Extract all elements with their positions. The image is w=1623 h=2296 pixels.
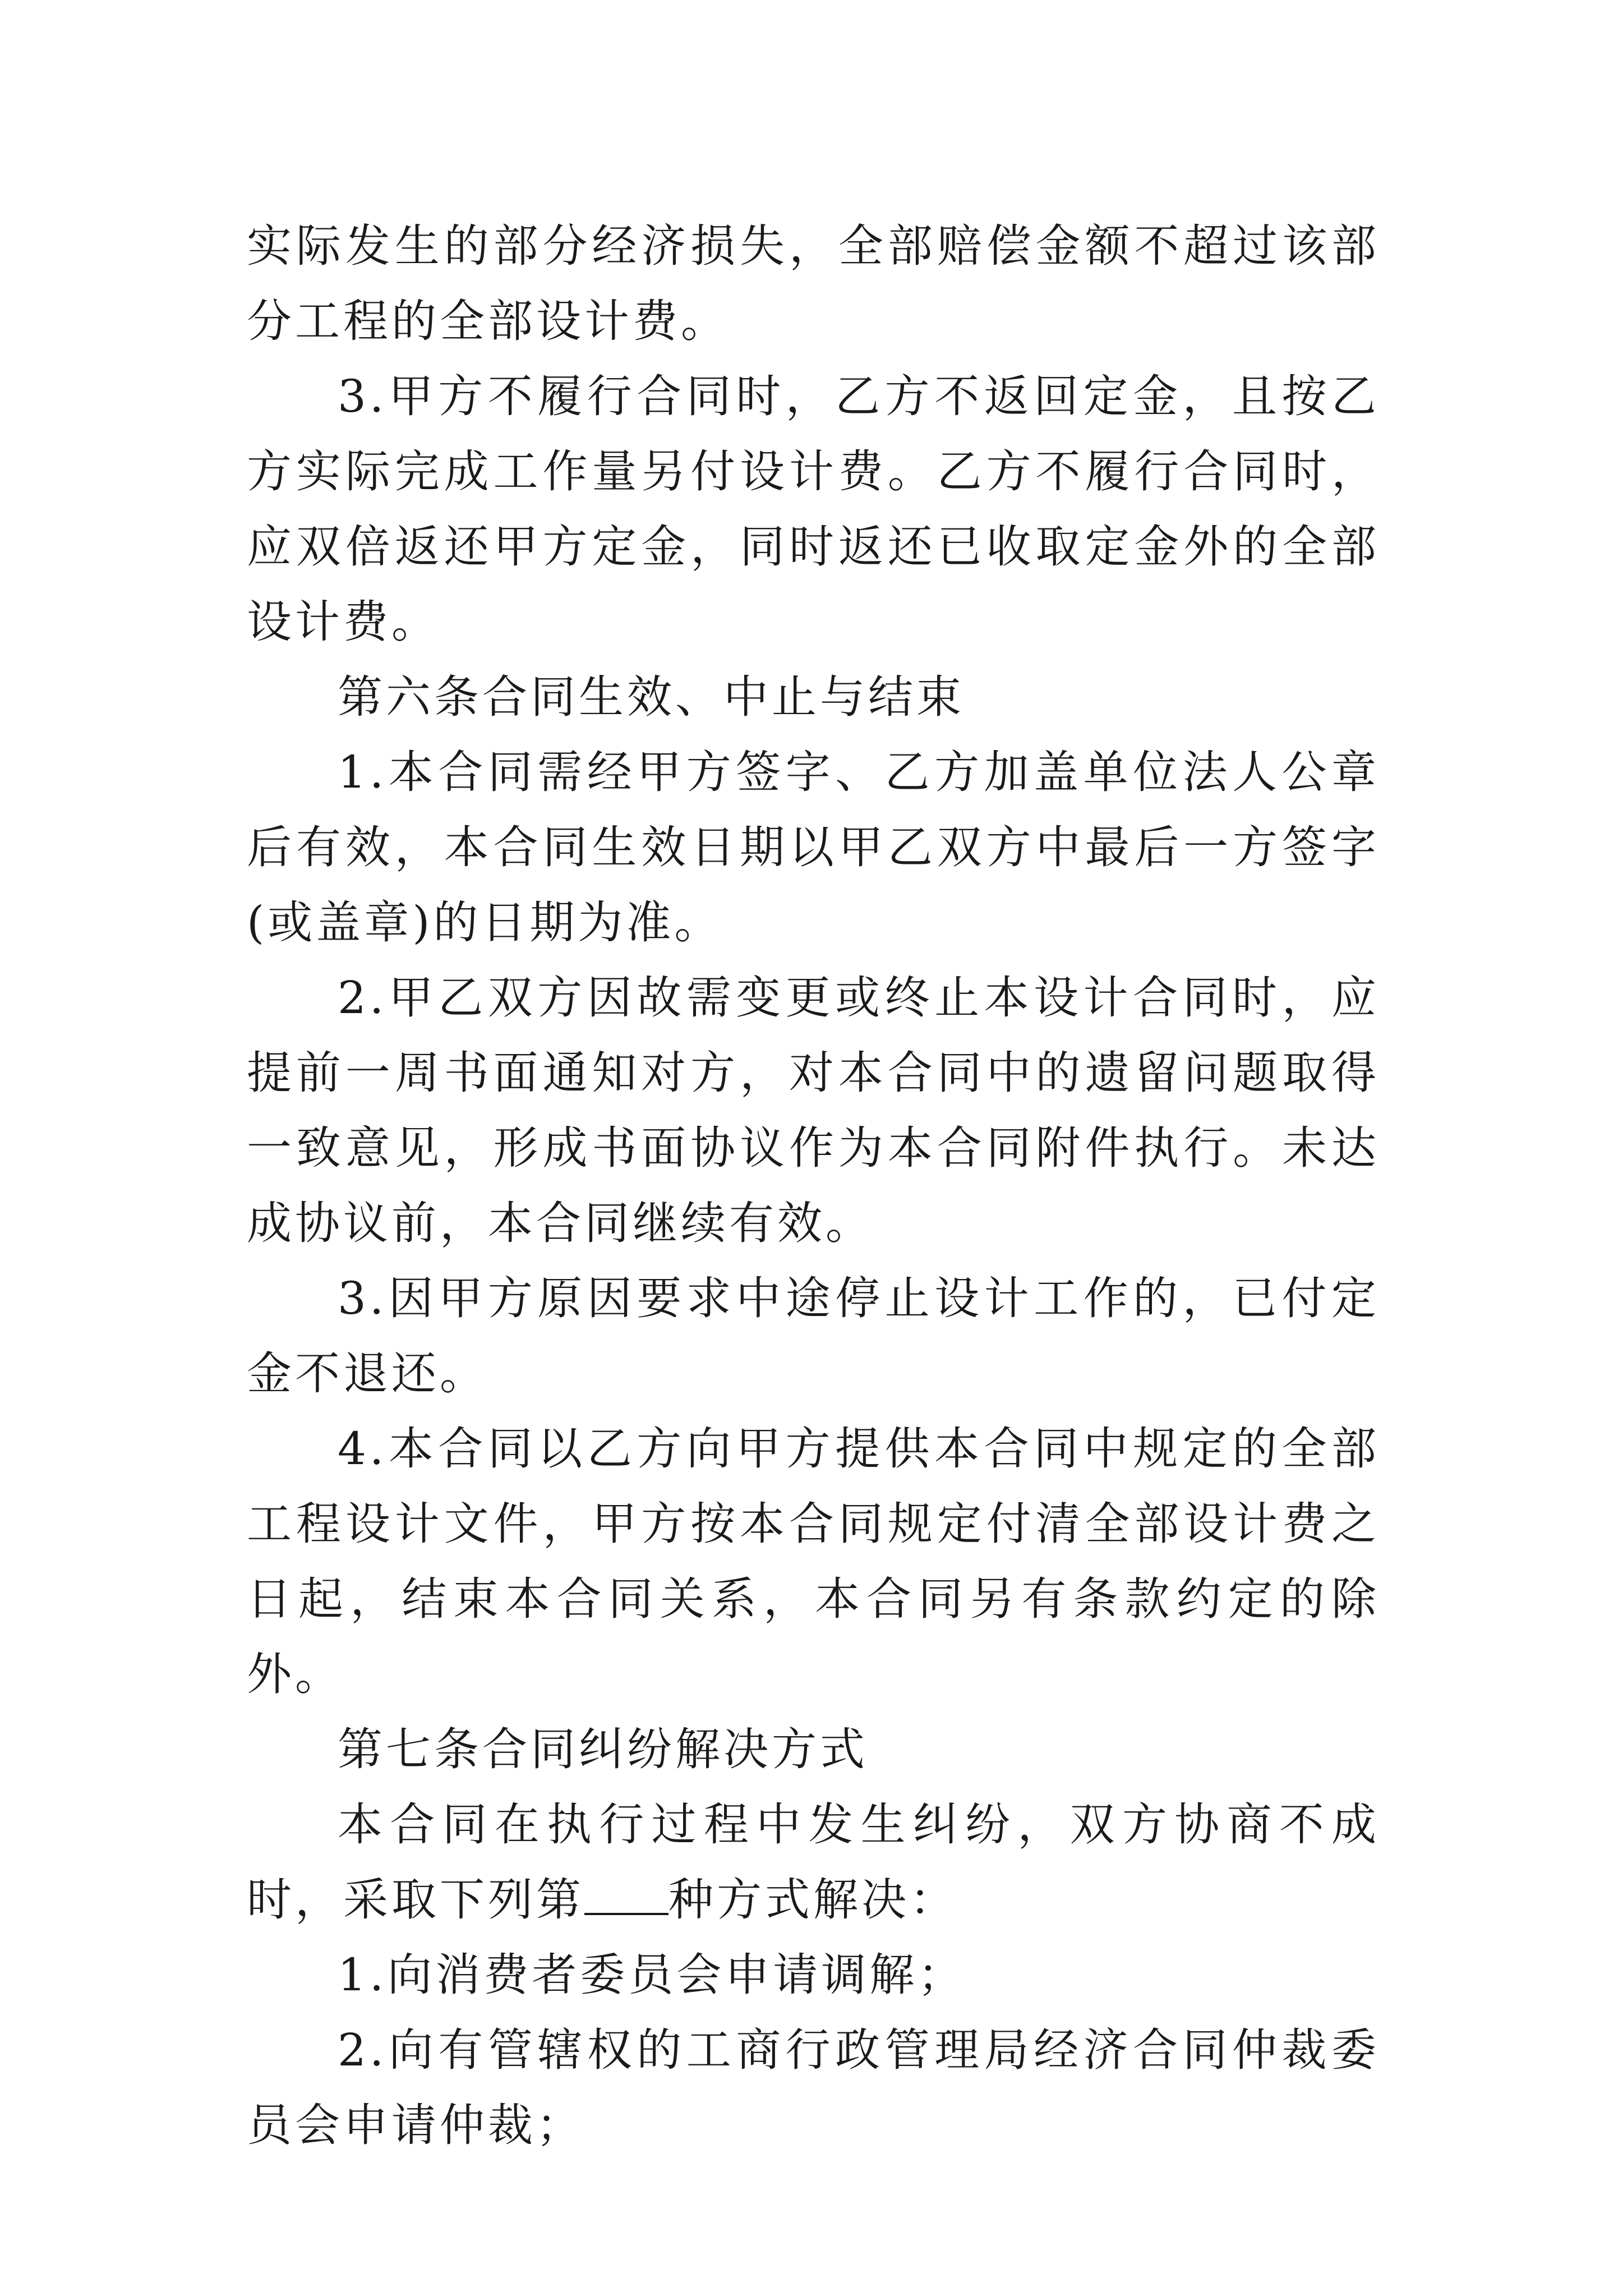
clause-6-2: 2.甲乙双方因故需变更或终止本设计合同时，应提前一周书面通知对方，对本合同中的遗留问题取得一致意见，形成书面协议作为本合同附件执行。未达成协议前，本合同继续有效。	[247, 972, 1380, 1249]
clause-7-intro-before: 本合同在执行过程中发生纠纷，双方协商不成时，采取下列第	[247, 1798, 1380, 1926]
paragraph-continuation: 实际发生的部分经济损失，全部赔偿金额不超过该部分工程的全部设计费。	[247, 220, 1380, 347]
clause-7-1: 1.向消费者委员会申请调解；	[338, 1949, 966, 2001]
clause-7-intro-after: 种方式解决：	[668, 1874, 958, 1926]
clause-6-3: 3.因甲方原因要求中途停止设计工作的，已付定金不退还。	[247, 1272, 1380, 1400]
clause-7-intro	[247, 1787, 1380, 1938]
clause-7-2: 2.向有管辖权的工商行政管理局经济合同仲裁委员会申请仲裁；	[247, 2024, 1380, 2151]
document-body	[247, 209, 1380, 2163]
clause-6-4: 4.本合同以乙方向甲方提供本合同中规定的全部工程设计文件，甲方按本合同规定付清全部设计费之日起，结束本合同关系，本合同另有条款约定的除外。	[247, 1423, 1380, 1700]
clause-6-1: 1.本合同需经甲方签字、乙方加盖单位法人公章后有效，本合同生效日期以甲乙双方中最后一方签字(或盖章)的日期为准。	[247, 746, 1380, 949]
article-6-heading: 第六条合同生效、中止与结束	[338, 671, 965, 723]
fill-in-blank[interactable]	[584, 1874, 668, 1915]
article-7-heading: 第七条合同纠纷解决方式	[338, 1723, 868, 1775]
clause-5-3: 3.甲方不履行合同时，乙方不返回定金，且按乙方实际完成工作量另付设计费。乙方不履行合同时，应双倍返还甲方定金，同时返还已收取定金外的全部设计费。	[247, 370, 1380, 648]
